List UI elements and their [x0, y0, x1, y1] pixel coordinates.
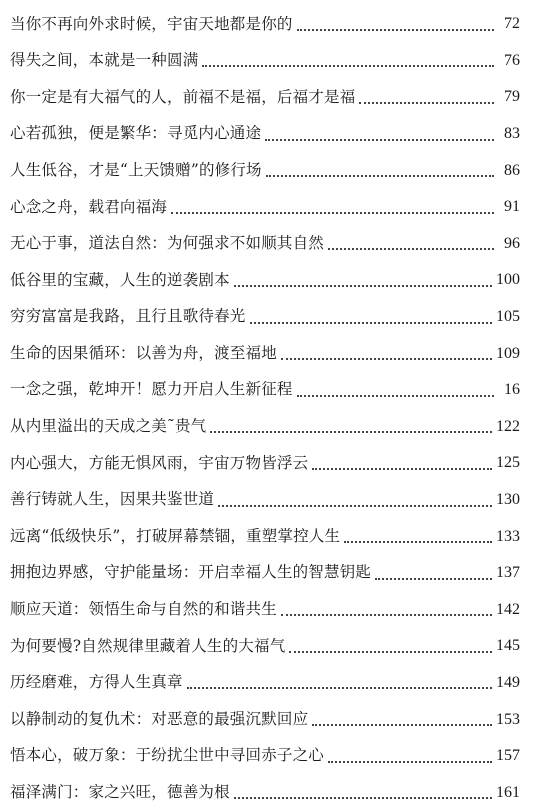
toc-entry-page: 145: [496, 637, 520, 655]
toc-entry-page: 137: [496, 564, 520, 582]
toc-entry[interactable]: [10, 555, 520, 592]
toc-entry-title: 拥抱边界感，守护能量场：开启幸福人生的智慧钥匙: [10, 563, 372, 582]
toc-entry-title: 你一定是有大福气的人，前福不是福，后福才是福: [10, 87, 356, 106]
toc-entry-page: 161: [496, 783, 520, 801]
toc-entry-title: 生命的因果循环：以善为舟，渡至福地: [10, 343, 277, 362]
toc-entry-page: 130: [496, 491, 520, 509]
toc-entry[interactable]: [10, 43, 520, 80]
toc-entry[interactable]: [10, 226, 520, 263]
toc-leader-dots: [297, 394, 494, 397]
toc-entry-page: 96: [504, 234, 520, 252]
toc-leader-dots: [359, 101, 494, 104]
toc-entry[interactable]: [10, 372, 520, 409]
toc-entry-title: 顺应天道：领悟生命与自然的和谐共生: [10, 600, 277, 619]
table-of-contents: [10, 6, 520, 811]
toc-entry-title: 福泽满门：家之兴旺，德善为根: [10, 783, 230, 802]
toc-leader-dots: [234, 284, 492, 287]
toc-leader-dots: [265, 138, 494, 141]
toc-entry-page: 100: [496, 271, 520, 289]
toc-leader-dots: [187, 686, 492, 689]
toc-entry-page: 122: [496, 417, 520, 435]
toc-leader-dots: [281, 613, 492, 616]
toc-entry[interactable]: [10, 189, 520, 226]
toc-entry[interactable]: [10, 152, 520, 189]
toc-leader-dots: [375, 577, 492, 580]
toc-leader-dots: [328, 247, 494, 250]
toc-entry-page: 86: [504, 161, 520, 179]
toc-entry-page: 72: [504, 15, 520, 33]
toc-entry[interactable]: [10, 482, 520, 519]
toc-entry-title: 穷穷富富是我路，且行且歌待春光: [10, 307, 246, 326]
toc-entry-page: 83: [504, 125, 520, 143]
toc-entry-title: 善行铸就人生，因果共鉴世道: [10, 490, 215, 509]
toc-entry-page: 109: [496, 344, 520, 362]
toc-entry-title: 低谷里的宝藏，人生的逆袭剧本: [10, 270, 230, 289]
toc-leader-dots: [297, 28, 494, 31]
toc-entry[interactable]: [10, 299, 520, 336]
toc-entry-title: 远离“低级快乐”，打破屏幕禁锢，重塑掌控人生: [10, 526, 341, 545]
toc-leader-dots: [281, 357, 492, 360]
toc-entry-page: 153: [496, 710, 520, 728]
toc-entry[interactable]: [10, 335, 520, 372]
toc-entry-title: 历经磨难，方得人生真章: [10, 673, 183, 692]
toc-entry-title: 心念之舟，载君向福海: [10, 197, 168, 216]
toc-entry[interactable]: [10, 262, 520, 299]
toc-entry-page: 79: [504, 88, 520, 106]
toc-entry[interactable]: [10, 738, 520, 775]
toc-leader-dots: [344, 540, 492, 543]
toc-entry-title: 当你不再向外求时候，宇宙天地都是你的: [10, 14, 293, 33]
toc-entry-title: 人生低谷，才是“上天馈赠”的修行场: [10, 160, 262, 179]
toc-entry-title: 一念之强，乾坤开！愿力开启人生新征程: [10, 380, 293, 399]
toc-entry[interactable]: [10, 116, 520, 153]
toc-entry-page: 16: [504, 381, 520, 399]
toc-entry[interactable]: [10, 409, 520, 446]
toc-entry-title: 为何要慢?自然规律里藏着人生的大福气: [10, 636, 286, 655]
toc-entry[interactable]: [10, 6, 520, 43]
toc-entry-page: 105: [496, 308, 520, 326]
toc-entry[interactable]: [10, 592, 520, 629]
toc-leader-dots: [218, 504, 492, 507]
toc-entry-title: 内心强大，方能无惧风雨，宇宙万物皆浮云: [10, 453, 309, 472]
toc-entry-page: 133: [496, 527, 520, 545]
toc-leader-dots: [210, 430, 492, 433]
toc-leader-dots: [312, 723, 492, 726]
toc-leader-dots: [234, 796, 492, 799]
toc-entry-page: 157: [496, 747, 520, 765]
toc-entry-title: 心若孤独，便是繁华：寻觅内心通途: [10, 124, 262, 143]
toc-entry[interactable]: [10, 445, 520, 482]
toc-leader-dots: [266, 174, 494, 177]
toc-leader-dots: [328, 760, 492, 763]
toc-leader-dots: [171, 211, 494, 214]
toc-entry-page: 125: [496, 454, 520, 472]
toc-leader-dots: [202, 64, 494, 67]
toc-entry-page: 91: [504, 198, 520, 216]
toc-entry-title: 悟本心，破万象：于纷扰尘世中寻回赤子之心: [10, 746, 325, 765]
toc-leader-dots: [289, 650, 492, 653]
toc-entry[interactable]: [10, 665, 520, 702]
toc-entry-title: 无心于事，道法自然：为何强求不如顺其自然: [10, 234, 325, 253]
toc-entry-page: 76: [504, 51, 520, 69]
toc-entry[interactable]: [10, 79, 520, 116]
toc-entry-page: 149: [496, 673, 520, 691]
toc-entry[interactable]: [10, 701, 520, 738]
toc-entry-title: 以静制动的复仇术：对恶意的最强沉默回应: [10, 709, 309, 728]
toc-leader-dots: [312, 467, 492, 470]
toc-entry[interactable]: [10, 628, 520, 665]
toc-entry-title: 从内里溢出的天成之美˜贵气: [10, 417, 207, 436]
toc-entry[interactable]: [10, 518, 520, 555]
toc-entry-page: 142: [496, 600, 520, 618]
toc-entry[interactable]: [10, 774, 520, 811]
toc-leader-dots: [250, 321, 492, 324]
toc-entry-title: 得失之间，本就是一种圆满: [10, 51, 199, 70]
